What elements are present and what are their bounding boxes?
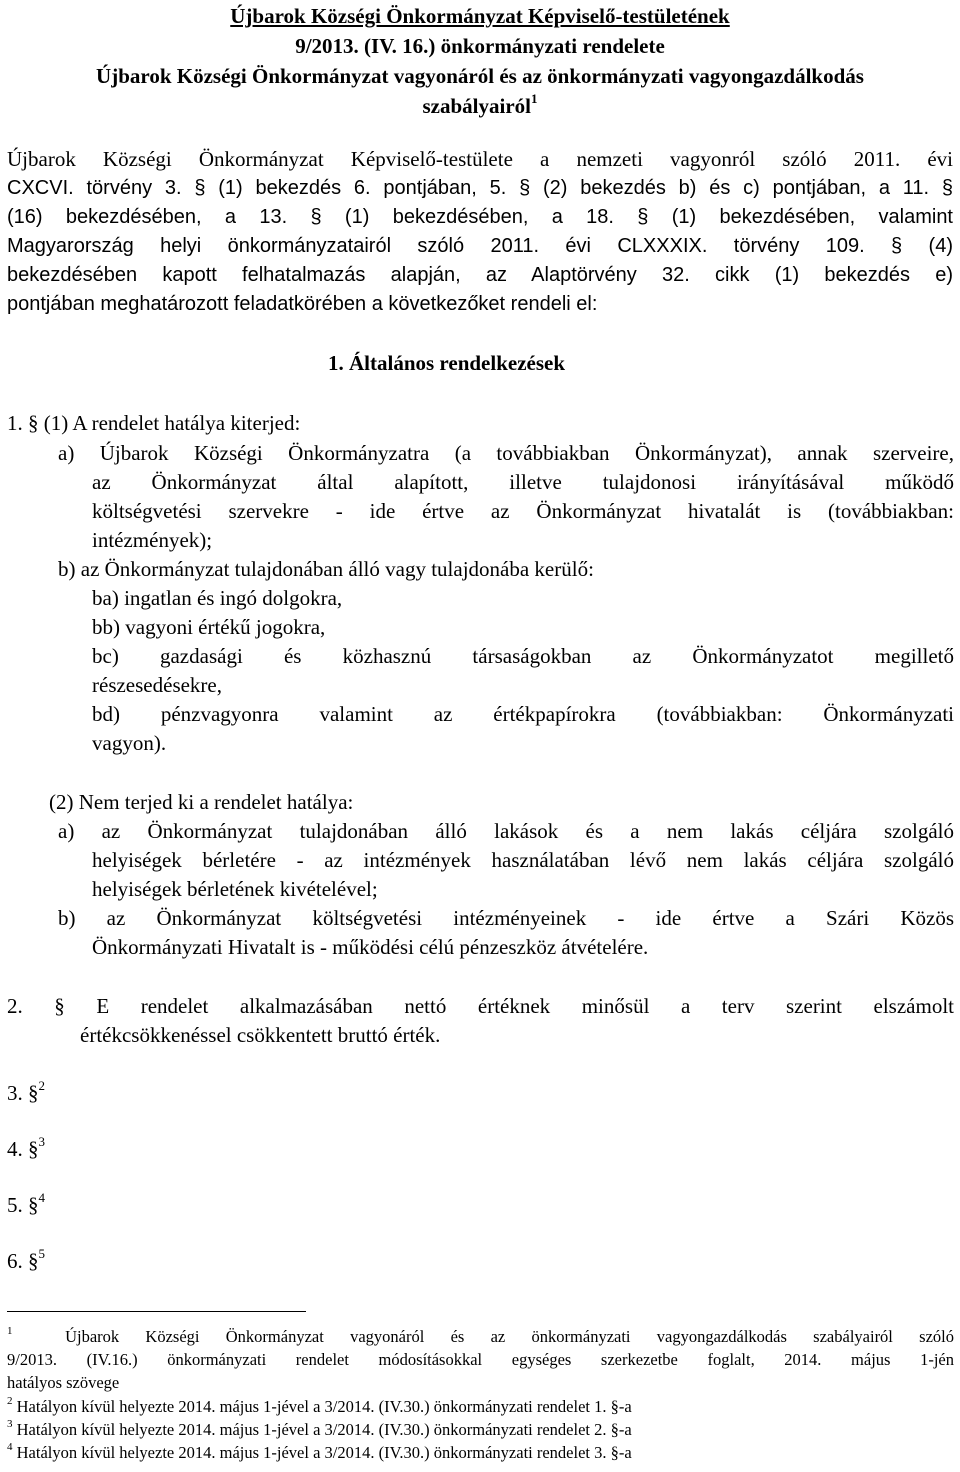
footnote-2-marker: 2 <box>7 1394 13 1407</box>
footnote-ref-3[interactable]: 3 <box>38 1134 45 1149</box>
footnote-separator <box>7 1311 306 1312</box>
footnote-1-marker: 1 <box>7 1324 13 1337</box>
s1-1-a-line-3: költségvetési szervekre - ide értve az Önkormányzat hivatalát is (továbbiakban: <box>92 499 954 523</box>
footnote-1-text-1: Újbarok Községi Önkormányzat vagyonáról és az önkormányzati vagyongazdálkodás szabályairól szóló <box>65 1327 955 1346</box>
s2-line-1: 2. § E rendelet alkalmazásában nettó értéknek minősül a terv szerint elszámolt <box>7 994 954 1018</box>
repealed-5-num: 5. § <box>7 1193 39 1217</box>
s1-2-b-line-1: b) az Önkormányzat költségvetési intézményeinek - ide értve a Szári Közös <box>58 906 954 930</box>
footnote-4 <box>7 1440 632 1463</box>
s1-1-ba: ba) ingatlan és ingó dolgokra, <box>92 586 343 610</box>
title-line-4 <box>0 93 960 119</box>
title-line-1: Újbarok Községi Önkormányzat Képviselő-testületének <box>230 4 730 28</box>
preamble-line-2: CXCVI. törvény 3. § (1) bekezdés 6. pontjában, 5. § (2) bekezdés b) és c) pontjában, a 11. § <box>7 177 953 199</box>
repealed-6 <box>7 1248 45 1274</box>
footnote-2 <box>7 1394 632 1417</box>
title-line-2: 9/2013. (IV. 16.) önkormányzati rendelete <box>295 34 665 58</box>
s1-2-a-line-1: a) az Önkormányzat tulajdonában álló lakások és a nem lakás céljára szolgáló <box>58 819 954 843</box>
s1-1-head: 1. § (1) A rendelet hatálya kiterjed: <box>7 411 301 435</box>
preamble-line-3: (16) bekezdésében, a 13. § (1) bekezdésében, a 18. § (1) bekezdésében, valamint <box>7 206 953 228</box>
preamble-line-4: Magyarország helyi önkormányzatairól szóló 2011. évi CLXXXIX. törvény 109. § (4) <box>7 235 953 257</box>
footnote-1-line-3: hatályos szövege <box>7 1373 120 1392</box>
s2-line-2: értékcsökkenéssel csökkentett bruttó érték. <box>80 1023 441 1047</box>
footnote-4-marker: 4 <box>7 1440 13 1453</box>
repealed-3-num: 3. § <box>7 1081 39 1105</box>
footnote-ref-4[interactable]: 4 <box>38 1190 45 1205</box>
repealed-3 <box>7 1080 45 1106</box>
repealed-6-num: 6. § <box>7 1249 39 1273</box>
s1-1-b: b) az Önkormányzat tulajdonában álló vagy tulajdonába kerülő: <box>58 557 594 581</box>
s1-1-bc-line-1: bc) gazdasági és közhasznú társaságokban az Önkormányzatot megillető <box>92 644 954 668</box>
footnote-3-marker: 3 <box>7 1417 13 1430</box>
section-title: 1. Általános rendelkezések <box>328 351 566 375</box>
footnote-ref-2[interactable]: 2 <box>38 1078 45 1093</box>
s1-1-bd-line-2: vagyon). <box>92 731 167 755</box>
title-line-4-text: szabályairól <box>422 94 531 118</box>
s1-1-a-line-1: a) Újbarok Községi Önkormányzatra (a továbbiakban Önkormányzat), annak szerveire, <box>58 441 954 465</box>
footnote-3-text: Hatályon kívül helyezte 2014. május 1-jével a 3/2014. (IV.30.) önkormányzati rendelet 2. §-a <box>16 1420 632 1439</box>
s1-2-head: (2) Nem terjed ki a rendelet hatálya: <box>49 790 354 814</box>
footnote-1-line-1 <box>7 1324 955 1347</box>
footnote-ref-1[interactable]: 1 <box>531 91 538 106</box>
s1-1-a-line-2: az Önkormányzat által alapított, illetve tulajdonosi irányításával működő <box>92 470 954 494</box>
s1-1-bb: bb) vagyoni értékű jogokra, <box>92 615 326 639</box>
preamble-line-1: Újbarok Községi Önkormányzat Képviselő-testülete a nemzeti vagyonról szóló 2011. évi <box>7 147 953 171</box>
repealed-4 <box>7 1136 45 1162</box>
preamble-line-6: pontjában meghatározott feladatkörében a következőket rendeli el: <box>7 293 598 315</box>
repealed-5 <box>7 1192 45 1218</box>
s1-2-b-line-2: Önkormányzati Hivatalt is - működési célú pénzeszköz átvételére. <box>92 935 649 959</box>
s1-1-bc-line-2: részesedésekre, <box>92 673 222 697</box>
footnote-2-text: Hatályon kívül helyezte 2014. május 1-jével a 3/2014. (IV.30.) önkormányzati rendelet 1. §-a <box>16 1397 632 1416</box>
s1-1-a-line-4: intézmények); <box>92 528 213 552</box>
s1-2-a-line-3: helyiségek bérletének kivételével; <box>92 877 378 901</box>
s1-2-a-line-2: helyiségek bérletére - az intézmények használatában lévő nem lakás céljára szolgáló <box>92 848 954 872</box>
footnote-ref-5[interactable]: 5 <box>38 1246 45 1261</box>
footnote-4-text: Hatályon kívül helyezte 2014. május 1-jével a 3/2014. (IV.30.) önkormányzati rendelet 3. §-a <box>16 1443 632 1462</box>
repealed-4-num: 4. § <box>7 1137 39 1161</box>
footnote-1-line-2: 9/2013. (IV.16.) önkormányzati rendelet módosításokkal egységes szerkezetbe foglalt, 2014. május 1-jén <box>7 1350 954 1369</box>
footnote-3 <box>7 1417 632 1440</box>
preamble-line-5: bekezdésében kapott felhatalmazás alapján, az Alaptörvény 32. cikk (1) bekezdés e) <box>7 264 953 286</box>
s1-1-bd-line-1: bd) pénzvagyonra valamint az értékpapírokra (továbbiakban: Önkormányzati <box>92 702 954 726</box>
title-line-3: Újbarok Községi Önkormányzat vagyonáról és az önkormányzati vagyongazdálkodás <box>96 64 864 88</box>
